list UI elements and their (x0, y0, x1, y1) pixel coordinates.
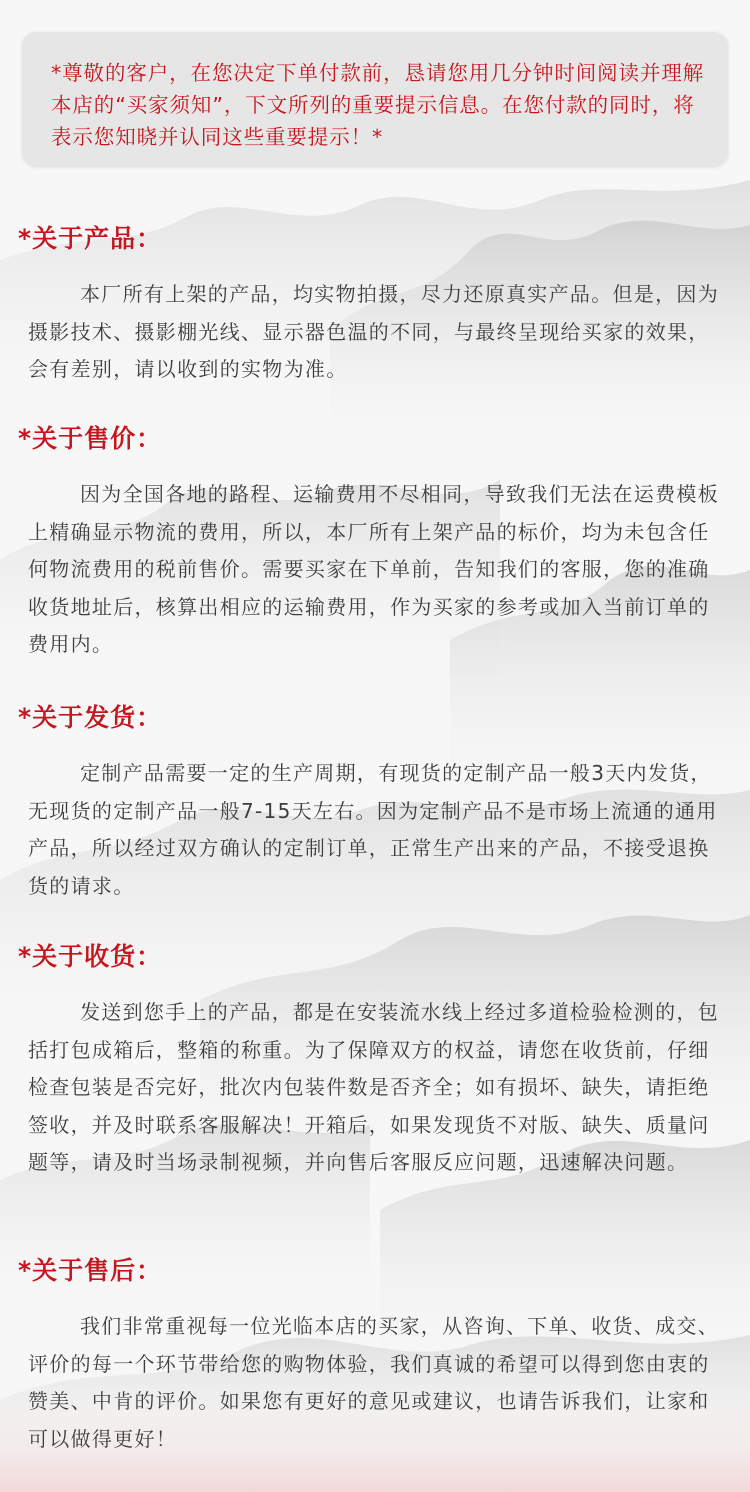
section-receiving-title: *关于收货： (18, 942, 163, 971)
section-price-body: 因为全国各地的路程、运输费用不尽相同，导致我们无法在运费模板上精确显示物流的费用，所以，本厂所有上架产品的标价，均为未包含任何物流费用的税前售价。需要买家在下单前，告知我们的客服，您的准确收货地址后，核算出相应的运输费用，作为买家的参考或加入当前订单的费用内。 (28, 482, 719, 656)
section-after-sales-body: 我们非常重视每一位光临本店的买家，从咨询、下单、收货、成交、评价的每一个环节带给您的购物体验，我们真诚的希望可以得到您由衷的赞美、中肯的评价。如果您有更好的意见或建议，也请告诉我们，让家和可以做得更好！ (28, 1314, 719, 1451)
section-product-title: *关于产品： (18, 224, 163, 253)
section-after-sales-title: *关于售后： (18, 1256, 163, 1285)
section-price-title: *关于售价： (18, 424, 163, 453)
section-shipping-title: *关于发货： (18, 703, 163, 732)
buyer-notice-box (22, 32, 728, 166)
buyer-notice-text: *尊敬的客户，在您决定下单付款前，恳请您用几分钟时间阅读并理解本店的“买家须知”，下文所列的重要提示信息。在您付款的同时，将表示您知晓并认同这些重要提示！* (51, 61, 705, 149)
section-shipping-body: 定制产品需要一定的生产周期，有现货的定制产品一般3天内发货，无现货的定制产品一般7-15天左右。因为定制产品不是市场上流通的通用产品，所以经过双方确认的定制订单，正常生产出来的产品，不接受退换货的请求。 (28, 761, 718, 898)
section-product-body: 本厂所有上架的产品，均实物拍摄，尽力还原真实产品。但是，因为摄影技术、摄影棚光线、显示器色温的不同，与最终呈现给买家的效果，会有差别，请以收到的实物为准。 (28, 282, 719, 381)
section-receiving-body: 发送到您手上的产品，都是在安装流水线上经过多道检验检测的，包括打包成箱后，整箱的称重。为了保障双方的权益，请您在收货前，仔细检查包装是否完好，批次内包装件数是否齐全；如有损坏、缺失，请拒绝签收，并及时联系客服解决！开箱后，如果发现货不对版、缺失、质量问题等，请及时当场录制视频，并向售后客服反应问题，迅速解决问题。 (28, 1000, 719, 1174)
